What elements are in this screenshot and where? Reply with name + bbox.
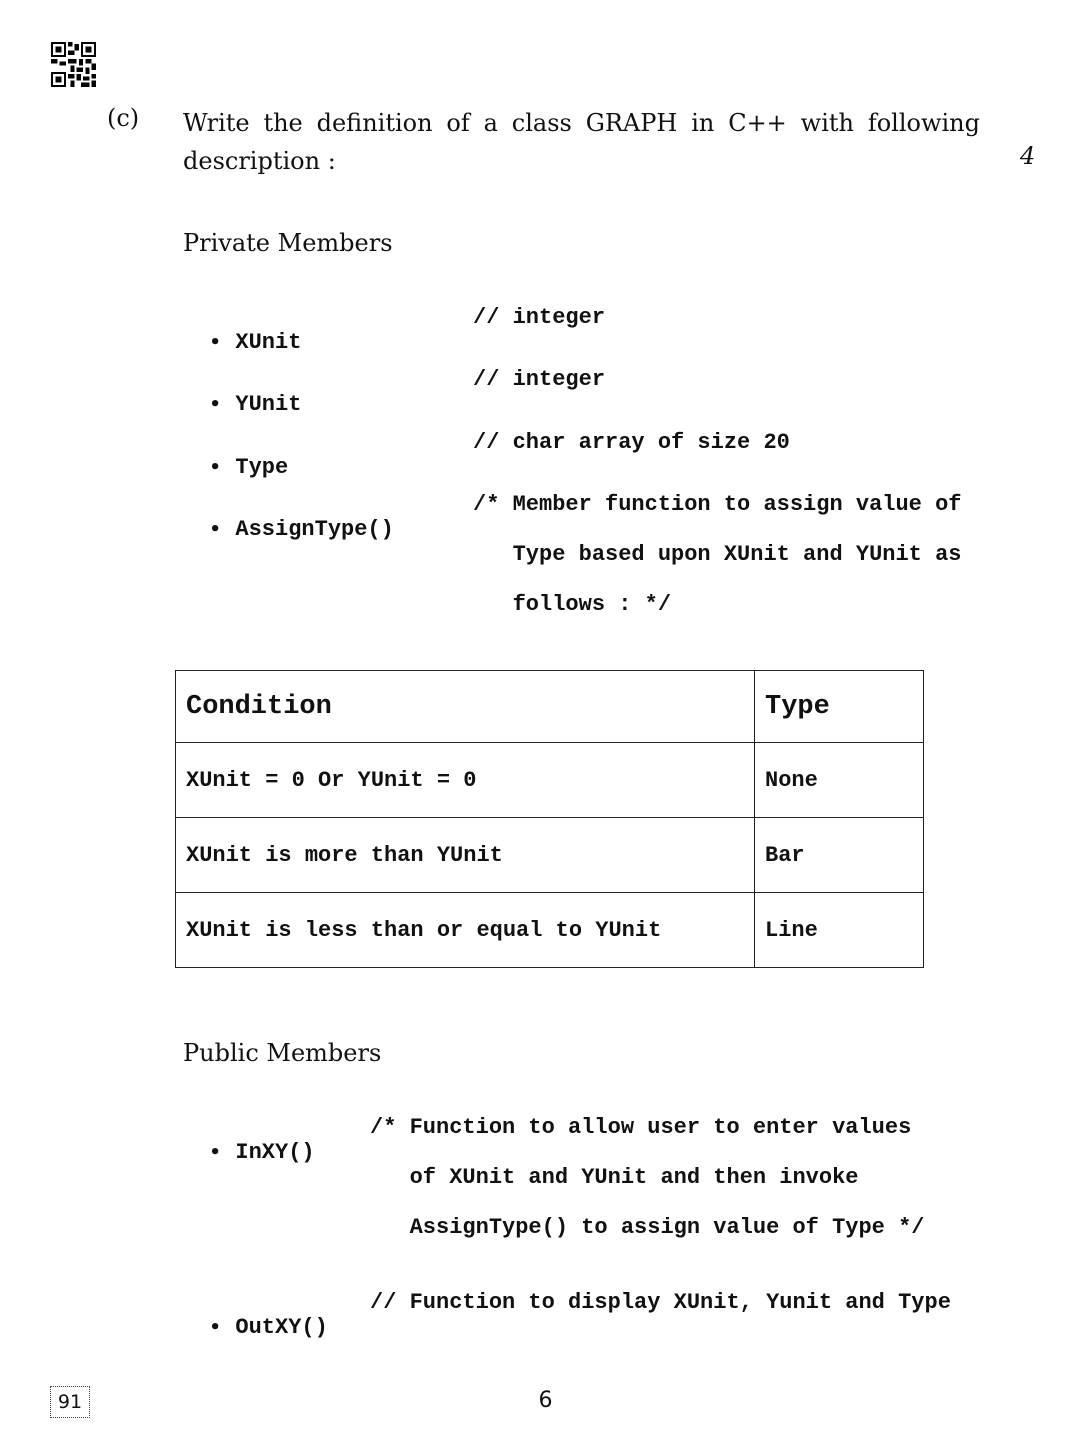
bullet-icon: • — [209, 394, 221, 415]
bullet-icon: • — [209, 1142, 221, 1163]
member-comment: // integer — [473, 367, 606, 392]
member-comment-line: /* Function to allow user to enter values — [370, 1115, 912, 1140]
member-name: OutXY() — [235, 1315, 328, 1340]
bullet-icon: • — [209, 457, 221, 478]
table-row — [176, 893, 924, 968]
member-name: AssignType() — [235, 517, 394, 542]
table-cell: XUnit is more than YUnit — [176, 818, 755, 893]
member-name: YUnit — [235, 392, 302, 417]
member-name: Type — [235, 455, 289, 480]
member-name: InXY() — [235, 1140, 315, 1165]
private-member-assigntype — [183, 492, 962, 617]
table-cell: XUnit = 0 Or YUnit = 0 — [176, 743, 755, 818]
table-cell: XUnit is less than or equal to YUnit — [176, 893, 755, 968]
question-marks: 4 — [1020, 142, 1036, 170]
public-member-outxy — [183, 1290, 951, 1365]
member-comment-line: of XUnit and YUnit and then invoke — [370, 1165, 859, 1190]
member-comment-line: Type based upon XUnit and YUnit as — [473, 542, 962, 567]
bullet-icon: • — [209, 332, 221, 353]
member-comment-line: /* Member function to assign value of — [473, 492, 962, 517]
condition-table — [175, 670, 924, 968]
table-header-row — [176, 671, 924, 743]
question-text-line2: description : — [183, 147, 336, 175]
page-number: 6 — [538, 1388, 553, 1413]
question-text — [183, 104, 980, 180]
table-row — [176, 818, 924, 893]
private-members-heading: Private Members — [183, 229, 393, 257]
member-comment: // integer — [473, 305, 606, 330]
question-text-line1: Write the definition of a class GRAPH in C++ with following — [183, 109, 980, 137]
member-comment-line: AssignType() to assign value of Type */ — [370, 1215, 925, 1240]
member-name: XUnit — [235, 330, 302, 355]
question-label: (c) — [107, 104, 140, 132]
member-comment: // char array of size 20 — [473, 430, 790, 455]
bullet-icon: • — [209, 519, 221, 540]
public-members-heading: Public Members — [183, 1039, 382, 1067]
bullet-icon: • — [209, 1317, 221, 1338]
table-header-condition: Condition — [176, 671, 755, 743]
table-cell: Line — [755, 893, 924, 968]
member-comment-line: follows : */ — [473, 592, 672, 617]
paper-code: 91 — [57, 1391, 83, 1413]
table-cell: Bar — [755, 818, 924, 893]
qr-code-icon — [51, 42, 96, 87]
member-comment: // Function to display XUnit, Yunit and Type — [370, 1290, 951, 1315]
table-cell: None — [755, 743, 924, 818]
public-member-inxy — [183, 1115, 925, 1240]
table-row — [176, 743, 924, 818]
table-header-type: Type — [755, 671, 924, 743]
